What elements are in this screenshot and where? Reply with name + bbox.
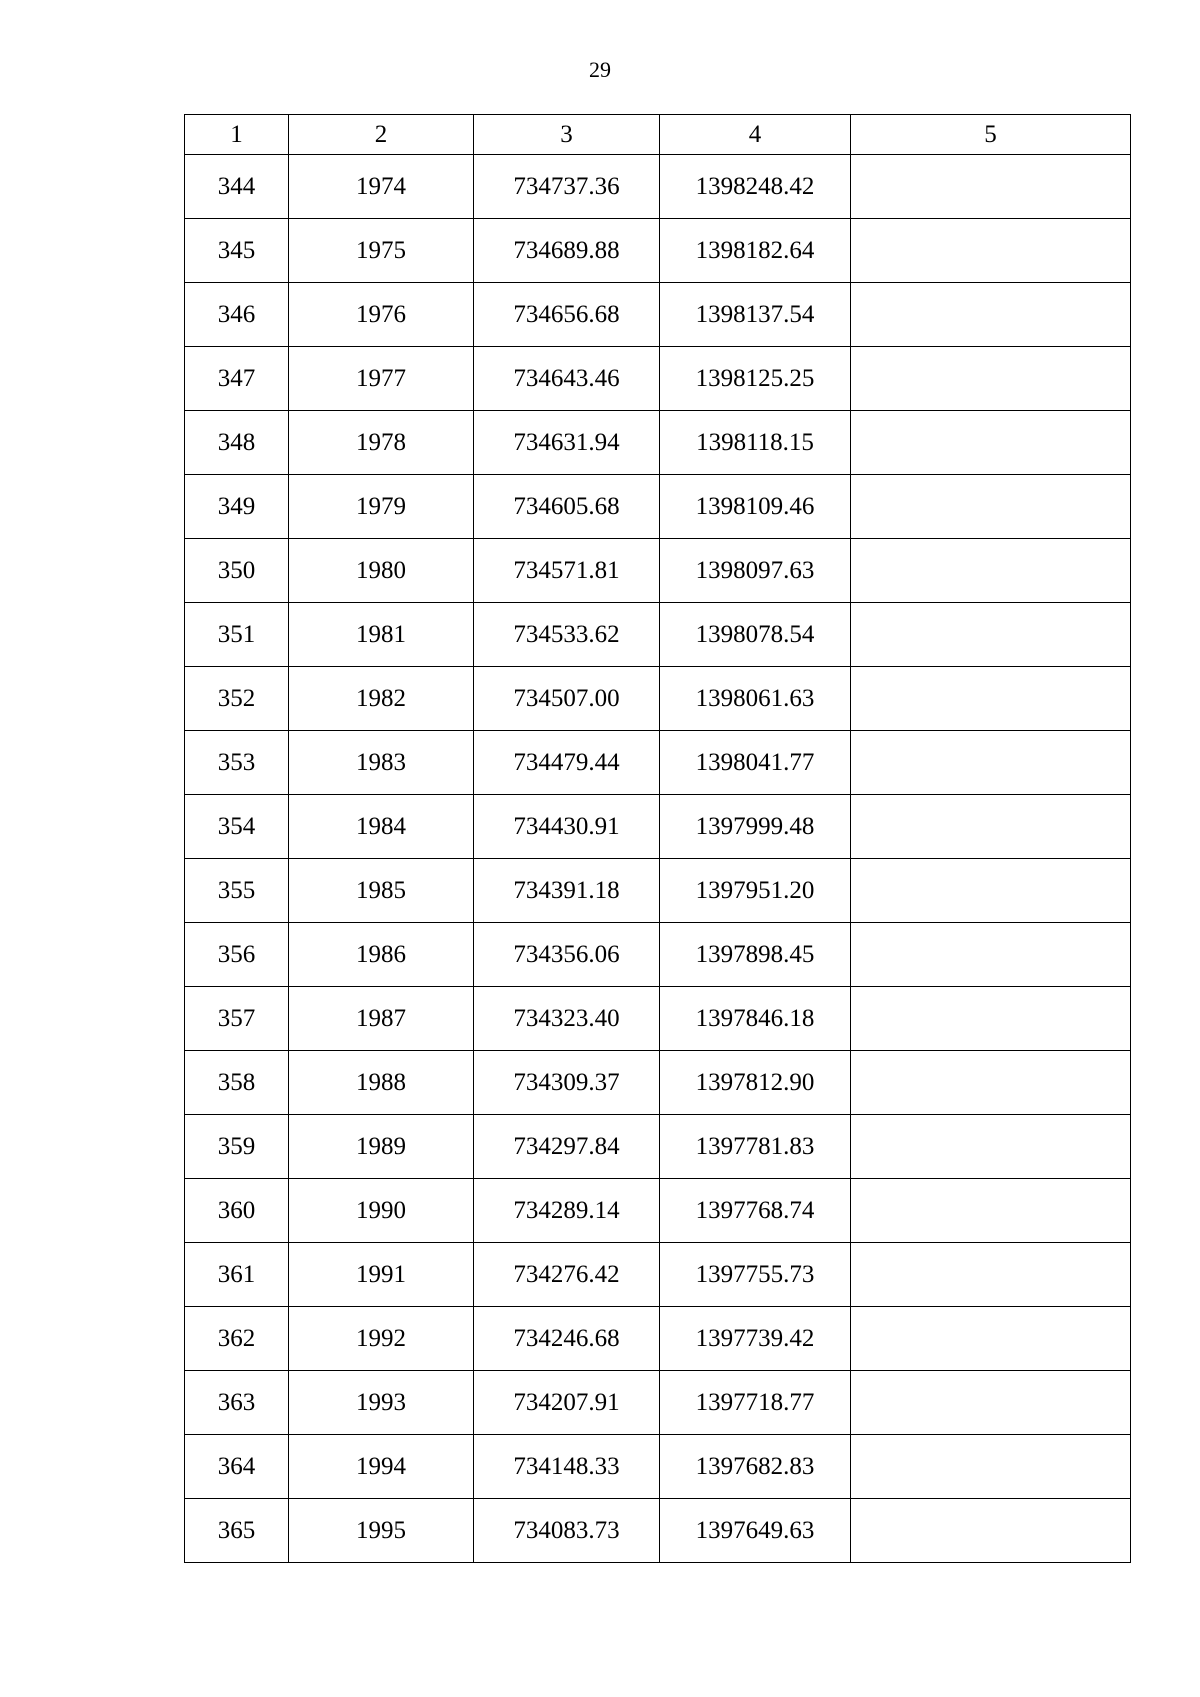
table-cell-col-3: 734631.94	[474, 411, 660, 475]
table-row	[185, 859, 1131, 923]
table-cell-col-1: 356	[185, 923, 289, 987]
table-cell-col-1: 354	[185, 795, 289, 859]
table-cell-col-4: 1397781.83	[660, 1115, 851, 1179]
table-cell-col-3: 734309.37	[474, 1051, 660, 1115]
table-cell-col-3: 734323.40	[474, 987, 660, 1051]
table-cell-col-5	[851, 1243, 1131, 1307]
table-row	[185, 155, 1131, 219]
table-cell-col-5	[851, 475, 1131, 539]
table-row	[185, 1051, 1131, 1115]
table-cell-col-2: 1995	[289, 1499, 474, 1563]
table-cell-col-4: 1398061.63	[660, 667, 851, 731]
table-row	[185, 347, 1131, 411]
table-cell-col-1: 358	[185, 1051, 289, 1115]
table-cell-col-3: 734533.62	[474, 603, 660, 667]
table-row	[185, 1435, 1131, 1499]
table-cell-col-3: 734737.36	[474, 155, 660, 219]
table-cell-col-2: 1988	[289, 1051, 474, 1115]
table-cell-col-4: 1398125.25	[660, 347, 851, 411]
table-row	[185, 731, 1131, 795]
table-row	[185, 1499, 1131, 1563]
table-cell-col-2: 1979	[289, 475, 474, 539]
table-cell-col-3: 734571.81	[474, 539, 660, 603]
table-cell-col-1: 348	[185, 411, 289, 475]
table-cell-col-4: 1398248.42	[660, 155, 851, 219]
table-cell-col-5	[851, 1179, 1131, 1243]
table-cell-col-2: 1989	[289, 1115, 474, 1179]
table-cell-col-4: 1397768.74	[660, 1179, 851, 1243]
table-cell-col-2: 1994	[289, 1435, 474, 1499]
table-row	[185, 283, 1131, 347]
table-row	[185, 1179, 1131, 1243]
table-cell-col-5	[851, 1115, 1131, 1179]
table-header	[185, 115, 1131, 155]
table-cell-col-4: 1398109.46	[660, 475, 851, 539]
table-cell-col-5	[851, 795, 1131, 859]
coordinates-table	[184, 114, 1131, 1563]
table-cell-col-5	[851, 1435, 1131, 1499]
table-cell-col-4: 1397718.77	[660, 1371, 851, 1435]
table-cell-col-4: 1398182.64	[660, 219, 851, 283]
table-cell-col-4: 1398078.54	[660, 603, 851, 667]
table-cell-col-2: 1976	[289, 283, 474, 347]
table-row	[185, 411, 1131, 475]
table-cell-col-2: 1975	[289, 219, 474, 283]
table-row	[185, 923, 1131, 987]
table-cell-col-2: 1986	[289, 923, 474, 987]
table-cell-col-4: 1397682.83	[660, 1435, 851, 1499]
column-header-3: 3	[474, 115, 660, 155]
table-cell-col-4: 1397755.73	[660, 1243, 851, 1307]
table-row	[185, 475, 1131, 539]
table-row	[185, 987, 1131, 1051]
table-cell-col-1: 360	[185, 1179, 289, 1243]
table-cell-col-1: 352	[185, 667, 289, 731]
table-cell-col-2: 1990	[289, 1179, 474, 1243]
table-cell-col-4: 1397846.18	[660, 987, 851, 1051]
table-cell-col-3: 734207.91	[474, 1371, 660, 1435]
table-cell-col-2: 1985	[289, 859, 474, 923]
table-cell-col-5	[851, 667, 1131, 731]
table-cell-col-1: 347	[185, 347, 289, 411]
table-cell-col-4: 1398137.54	[660, 283, 851, 347]
table-cell-col-2: 1984	[289, 795, 474, 859]
table-cell-col-4: 1397951.20	[660, 859, 851, 923]
table-cell-col-2: 1987	[289, 987, 474, 1051]
table-cell-col-3: 734430.91	[474, 795, 660, 859]
table-cell-col-1: 364	[185, 1435, 289, 1499]
table-body	[185, 155, 1131, 1563]
table-cell-col-5	[851, 155, 1131, 219]
table-cell-col-4: 1397898.45	[660, 923, 851, 987]
table-cell-col-1: 359	[185, 1115, 289, 1179]
table-cell-col-1: 346	[185, 283, 289, 347]
column-header-1: 1	[185, 115, 289, 155]
table-row	[185, 539, 1131, 603]
table-cell-col-1: 362	[185, 1307, 289, 1371]
table-row	[185, 667, 1131, 731]
table-cell-col-3: 734391.18	[474, 859, 660, 923]
table-cell-col-3: 734276.42	[474, 1243, 660, 1307]
table-cell-col-4: 1397649.63	[660, 1499, 851, 1563]
table-row	[185, 219, 1131, 283]
table-cell-col-2: 1974	[289, 155, 474, 219]
table-cell-col-5	[851, 859, 1131, 923]
table-cell-col-3: 734605.68	[474, 475, 660, 539]
table-cell-col-2: 1978	[289, 411, 474, 475]
table-cell-col-5	[851, 1371, 1131, 1435]
table-cell-col-5	[851, 219, 1131, 283]
table-cell-col-3: 734148.33	[474, 1435, 660, 1499]
table-cell-col-3: 734083.73	[474, 1499, 660, 1563]
table-cell-col-2: 1992	[289, 1307, 474, 1371]
table-row	[185, 1371, 1131, 1435]
table-cell-col-2: 1991	[289, 1243, 474, 1307]
table-row	[185, 795, 1131, 859]
table-cell-col-3: 734289.14	[474, 1179, 660, 1243]
table-cell-col-3: 734507.00	[474, 667, 660, 731]
table-cell-col-5	[851, 987, 1131, 1051]
table-row	[185, 1243, 1131, 1307]
table-row	[185, 603, 1131, 667]
table-cell-col-5	[851, 731, 1131, 795]
table-cell-col-3: 734656.68	[474, 283, 660, 347]
table-cell-col-1: 350	[185, 539, 289, 603]
header-row	[185, 115, 1131, 155]
table-cell-col-5	[851, 1499, 1131, 1563]
table-cell-col-3: 734479.44	[474, 731, 660, 795]
table-cell-col-1: 365	[185, 1499, 289, 1563]
table-cell-col-2: 1982	[289, 667, 474, 731]
table-cell-col-3: 734356.06	[474, 923, 660, 987]
table-cell-col-1: 351	[185, 603, 289, 667]
page-number: 29	[589, 57, 611, 82]
table-cell-col-1: 353	[185, 731, 289, 795]
table-cell-col-1: 349	[185, 475, 289, 539]
table-cell-col-4: 1397999.48	[660, 795, 851, 859]
table-cell-col-1: 363	[185, 1371, 289, 1435]
table-cell-col-4: 1397739.42	[660, 1307, 851, 1371]
table-cell-col-5	[851, 1307, 1131, 1371]
table-cell-col-2: 1983	[289, 731, 474, 795]
table-cell-col-5	[851, 411, 1131, 475]
table-cell-col-5	[851, 347, 1131, 411]
table-cell-col-5	[851, 283, 1131, 347]
table-cell-col-1: 357	[185, 987, 289, 1051]
table-cell-col-4: 1398118.15	[660, 411, 851, 475]
table-cell-col-5	[851, 923, 1131, 987]
table-cell-col-3: 734643.46	[474, 347, 660, 411]
table-cell-col-2: 1977	[289, 347, 474, 411]
table-cell-col-3: 734297.84	[474, 1115, 660, 1179]
table-row	[185, 1307, 1131, 1371]
table-cell-col-2: 1981	[289, 603, 474, 667]
table-cell-col-1: 355	[185, 859, 289, 923]
table-cell-col-3: 734246.68	[474, 1307, 660, 1371]
table-cell-col-2: 1993	[289, 1371, 474, 1435]
column-header-5: 5	[851, 115, 1131, 155]
table-cell-col-5	[851, 539, 1131, 603]
table-cell-col-1: 345	[185, 219, 289, 283]
table-cell-col-1: 361	[185, 1243, 289, 1307]
column-header-4: 4	[660, 115, 851, 155]
table-cell-col-5	[851, 1051, 1131, 1115]
table-cell-col-4: 1398097.63	[660, 539, 851, 603]
table-cell-col-1: 344	[185, 155, 289, 219]
table-cell-col-4: 1398041.77	[660, 731, 851, 795]
table-cell-col-2: 1980	[289, 539, 474, 603]
table-cell-col-4: 1397812.90	[660, 1051, 851, 1115]
table-cell-col-3: 734689.88	[474, 219, 660, 283]
table-row	[185, 1115, 1131, 1179]
column-header-2: 2	[289, 115, 474, 155]
table-cell-col-5	[851, 603, 1131, 667]
